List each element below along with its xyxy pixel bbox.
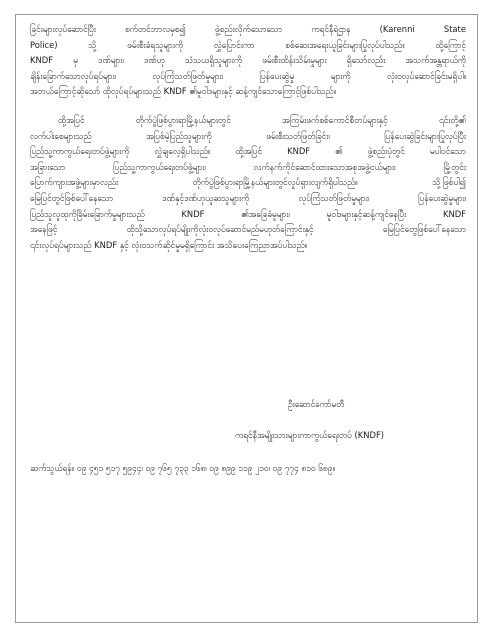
paragraph-2 — [30, 113, 466, 253]
text-line: ပြည်သူ့ကာကွယ်ရေးတပ်ဖွဲ့များကို လွှဲချလေ့ရှိပါသည်။ ထို့အပြင် KNDF ၏ ဖွဲ့စည်းပုံတွင် မပါဝင်သော — [30, 146, 466, 157]
text-line: ပြည်သူလူထုကိုခြိမ်းခြောက်မှုများသည် KNDF ၏အခြေခံမူများ၊ မူဝါဒများနှင့်ဆန့်ကျင်နေပြီး KNDF — [30, 208, 466, 219]
text-line: လက်ပါးစေများသည် အပြစ်မဲ့ပြည်သူများကို ဖမ်းစီးသတ်ဖြတ်ခြင်း၊ ပြန်ပေးဆွဲခြင်းများပြုလုပ်ပြီး — [30, 130, 466, 141]
text-line: Police) သို့ ဖမ်းစီးခံရသူများကို လွှဲပြောင်းကာ စစ်ဆေးအရေးယူခြင်းများပြုလုပ်ပါသည်။ ထို့ကြောင့် — [30, 39, 466, 50]
document-body — [30, 22, 466, 253]
text-line: မြေပြင်တွင်ဖြစ်ပေါ်နေသော ဒဏ်နှင့်ဒဏ်ဟုယူဆသူများကို လုပ်ကြံသတ်ဖြတ်မှုများ၊ ပြန်ပေးဆွဲမှုများ၊ — [30, 192, 466, 203]
contact-numbers: ဆက်သွယ်ရန်။ ၀၉ ၄၅၁ ၅၁၇ ၅၉၄၄၊ ၀၉ ၇၆၅ ၇၃၃ ၁၆၈၊ ၀၉ ၈၉၉ ၁၁၉ ၂၁၀၊ ၀၉ ၇၇၄ ၈၁၀ ၆၈၉။ — [30, 463, 335, 473]
signature-office: ဦးဆောင်ကော်မတီ — [288, 399, 345, 409]
signature-organization: ကရင်နီအမျိုးသားများကာကွယ်ရေးတပ် (KNDF) — [235, 430, 385, 440]
text-line: ၎င်းလုပ်ရပ်များသည် KNDF နှင့် လုံးဝသက်ဆိုင်မှုမရှိကြောင်း အသိပေးကြေညာအပ်ပါသည်။ — [30, 239, 308, 250]
text-line: အခြားသော ပြည်သူ့ကာကွယ်ရေးတပ်ဖွဲ့များ၊ လက်နက်ကိုင်ဆောင်ထားသောအစုအဖွဲ့ငယ်များ၊ မြို့တွင်း — [30, 161, 466, 172]
text-line: ပြောက်ကျားအဖွဲ့များမှာလည်း တိုက်ပွဲဖြစ်ပွားရာမြို့နယ်များတွင်လှုပ်ရှားလျက်ရှိပါသည်။ သို့ဖြစ်ပါ၍ — [30, 177, 466, 188]
text-line: KNDF မှ ဒဏ်များ၊ ဒဏ်ဟု သံသယရှိသူများကို ဖမ်းစီးထိန်းသိမ်းမှုများ ရှိသော်လည်း အသက်အန္တရာယ်ကို — [30, 55, 466, 66]
text-line: ခြင်းများလုပ်ဆောင်ပြီး စက်တင်ဘာလမှစ၍ ဖွဲ့စည်းလိုက်သောသော ကရင်နီရဲဌာန (Karenni State — [30, 24, 466, 34]
paragraph-1 — [30, 22, 466, 100]
text-line: အဘယ်ကြောင့်ဆိုသော် ထိုလုပ်ရပ်များသည် KNDF ၏မူဝါဒများနှင့် ဆန့်ကျင်သောကြောင့်ဖြစ်ပါသည်။ — [30, 86, 337, 97]
text-line: ထို့အပြင် တိုက်ပွဲဖြစ်ပွားရာမြို့နယ်များတွင် အကြမ်းဖက်စစ်ကောင်စီတပ်များနှင့် ၎င်းတို့၏ — [58, 114, 466, 125]
text-line: အနေဖြင့် ထိုသို့သောလုပ်ရပ်မျိုးကိုလုံးဝလုပ်ဆောင်မည်မဟုတ်ကြောင်းနှင့် မြေပြင်တွေဖြစ်ပေါ်နေသော — [30, 224, 466, 235]
text-line: ချိန်းခြောက်သောလုပ်ရပ်များ၊ လုပ်ကြံသတ်ဖြတ်မှုများ၊ ပြန်ပေးဆွဲမှု များကို လုံးဝလုပ်ဆောင်ခြင်းမရှိပါ။ — [30, 70, 466, 81]
